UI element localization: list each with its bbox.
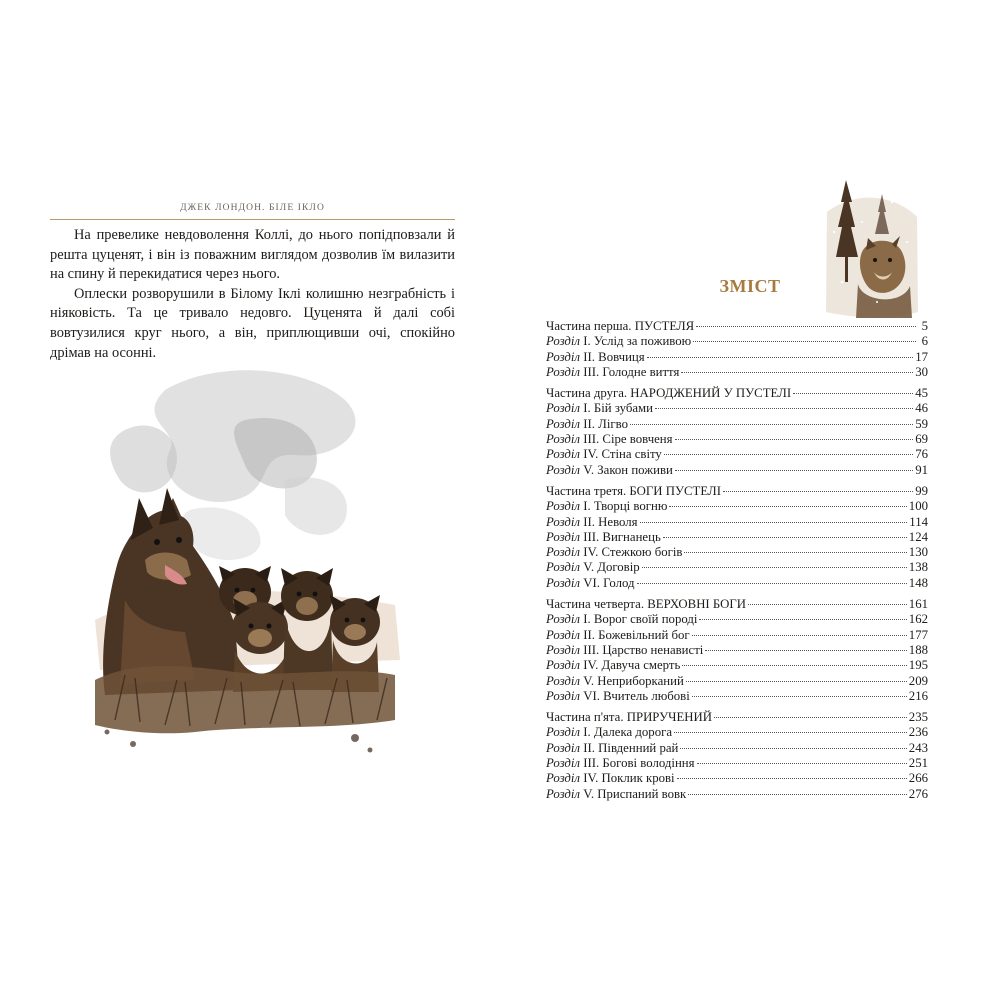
toc-chapter-prefix: Розділ: [546, 612, 581, 627]
toc-entry-title: V. Закон поживи: [583, 462, 673, 477]
toc-entry-title: VI. Голод: [583, 575, 635, 590]
toc-entry-title: III. Богові володіння: [583, 756, 695, 771]
toc-page-number: 124: [908, 529, 928, 544]
toc-chapter-prefix: Розділ: [546, 401, 581, 416]
toc-entry-title: III. Голодне виття: [583, 364, 680, 379]
toc-part-row: [546, 484, 928, 499]
toc-dot-leader: [664, 454, 913, 455]
toc-page-number: 251: [908, 756, 928, 771]
toc-part-row: [546, 319, 928, 334]
toc-entry-title: I. Ворог своїй породі: [583, 612, 698, 627]
toc-page-number: 91: [915, 462, 928, 477]
toc-page-number: 236: [908, 725, 928, 740]
toc-page-number: 148: [908, 575, 928, 590]
toc-dot-leader: [655, 408, 913, 409]
toc-chapter-row: [546, 771, 928, 786]
toc-chapter-prefix: Розділ: [546, 499, 581, 514]
toc-part-row: [546, 386, 928, 401]
toc-dot-leader: [692, 696, 907, 697]
toc-entry-title: Частина друга. НАРОДЖЕНИЙ У ПУСТЕЛІ: [546, 386, 792, 401]
toc-entry-title: II. Південний рай: [583, 740, 679, 755]
body-text: [50, 226, 455, 363]
toc-chapter-row: [546, 365, 928, 380]
toc-chapter-row: [546, 643, 928, 658]
toc-entry-title: III. Царство ненависті: [583, 642, 704, 657]
toc-page-number: 195: [908, 658, 928, 673]
toc-chapter-row: [546, 334, 928, 349]
toc-chapter-prefix: Розділ: [546, 560, 581, 575]
toc-chapter-row: [546, 432, 928, 447]
toc-chapter-row: [546, 530, 928, 545]
toc-dot-leader: [681, 372, 913, 373]
toc-chapter-prefix: Розділ: [546, 334, 581, 349]
toc-chapter-prefix: Розділ: [546, 447, 581, 462]
toc-dot-leader: [680, 748, 906, 749]
toc-chapter-prefix: Розділ: [546, 642, 581, 657]
toc-dot-leader: [723, 491, 913, 492]
toc-dot-leader: [674, 732, 907, 733]
toc-chapter-prefix: Розділ: [546, 514, 581, 529]
toc-chapter-prefix: Розділ: [546, 416, 581, 431]
toc-chapter-row: [546, 447, 928, 462]
paragraph: На превелике невдоволення Коллі, до нього попідповзали й решта цуценят, і він із поважним виглядом дозволив їм вилазити на спину й перекидатися через нього.: [50, 227, 455, 283]
toc-part-row: [546, 710, 928, 725]
toc-chapter-row: [546, 560, 928, 575]
header-rule: [50, 219, 455, 220]
toc-dot-leader: [705, 650, 906, 651]
toc-entry-title: Частина четверта. ВЕРХОВНІ БОГИ: [546, 597, 747, 612]
toc-page-number: 216: [908, 688, 928, 703]
paragraph: Оплески розворушили в Білому Іклі колишню незграбність і ніяковість. Та це тривало недовго. Цуценята й далі собі вовтузилися круг нього, а він, приплющивши очі, спокійно дрімав на осонні.: [50, 285, 455, 361]
toc-dot-leader: [693, 341, 916, 342]
toc-chapter-prefix: Розділ: [546, 462, 581, 477]
toc-dot-leader: [793, 393, 913, 394]
toc-chapter-row: [546, 515, 928, 530]
toc-dot-leader: [696, 326, 916, 327]
toc-title: ЗМІСТ: [719, 276, 781, 296]
toc-chapter-prefix: Розділ: [546, 575, 581, 590]
toc-entry-title: V. Договір: [583, 560, 640, 575]
toc-chapter-row: [546, 545, 928, 560]
toc-page-number: 5: [921, 319, 928, 333]
dog-with-puppies-illustration: [95, 360, 415, 760]
toc-page-number: 266: [908, 771, 928, 786]
toc-entry-title: II. Божевільний бог: [583, 627, 690, 642]
toc-page-number: 6: [921, 334, 928, 349]
toc-chapter-row: [546, 689, 928, 704]
toc-entry-title: Частина третя. БОГИ ПУСТЕЛІ: [546, 483, 721, 498]
toc-chapter-prefix: Розділ: [546, 725, 581, 740]
toc-page-number: 235: [908, 710, 928, 725]
toc-entry-title: III. Вигнанець: [583, 529, 661, 544]
toc-entry-title: Частина п'ята. ПРИРУЧЕНИЙ: [546, 710, 713, 725]
table-of-contents: [546, 319, 928, 802]
toc-page-number: 99: [915, 483, 928, 498]
toc-dot-leader: [748, 604, 907, 605]
toc-dot-leader: [699, 619, 906, 620]
toc-dot-leader: [630, 424, 913, 425]
toc-chapter-prefix: Розділ: [546, 786, 581, 801]
toc-entry-title: II. Вовчиця: [583, 349, 645, 364]
toc-dot-leader: [675, 470, 913, 471]
toc-entry-title: II. Лігво: [583, 416, 628, 431]
toc-page-number: 162: [908, 612, 928, 627]
toc-chapter-row: [546, 463, 928, 478]
toc-page-number: 100: [908, 499, 928, 514]
toc-page-number: 76: [915, 447, 928, 462]
toc-page-number: 114: [909, 514, 928, 529]
toc-dot-leader: [675, 439, 914, 440]
toc-dot-leader: [647, 357, 914, 358]
toc-chapter-prefix: Розділ: [546, 658, 581, 673]
toc-entry-title: IV. Давуча смерть: [583, 658, 681, 673]
toc-dot-leader: [669, 506, 906, 507]
toc-page-number: 46: [915, 401, 928, 416]
toc-part-row: [546, 597, 928, 612]
toc-chapter-row: [546, 658, 928, 673]
toc-page-number: 59: [915, 416, 928, 431]
toc-dot-leader: [692, 635, 907, 636]
toc-dot-leader: [682, 665, 906, 666]
toc-entry-title: IV. Поклик крові: [583, 771, 675, 786]
toc-chapter-row: [546, 674, 928, 689]
toc-chapter-row: [546, 350, 928, 365]
toc-dot-leader: [640, 522, 908, 523]
toc-entry-title: I. Бій зубами: [583, 401, 653, 416]
toc-page-number: 161: [908, 597, 928, 612]
toc-chapter-row: [546, 401, 928, 416]
toc-entry-title: Частина перша. ПУСТЕЛЯ: [546, 319, 695, 333]
toc-chapter-row: [546, 612, 928, 627]
toc-chapter-prefix: Розділ: [546, 740, 581, 755]
toc-chapter-prefix: Розділ: [546, 627, 581, 642]
toc-page-number: 30: [915, 364, 928, 379]
toc-chapter-row: [546, 756, 928, 771]
toc-page-number: 17: [915, 349, 928, 364]
toc-dot-leader: [637, 583, 907, 584]
toc-entry-title: II. Неволя: [583, 514, 638, 529]
toc-chapter-row: [546, 741, 928, 756]
toc-page-number: 276: [908, 786, 928, 801]
toc-dot-leader: [684, 552, 906, 553]
toc-chapter-row: [546, 628, 928, 643]
toc-chapter-prefix: Розділ: [546, 529, 581, 544]
toc-entry-title: V. Приспаний вовк: [583, 786, 687, 801]
toc-entry-title: V. Неприборканий: [583, 673, 684, 688]
toc-page-number: 188: [908, 642, 928, 657]
toc-chapter-prefix: Розділ: [546, 364, 581, 379]
toc-chapter-row: [546, 787, 928, 802]
toc-page-number: 130: [908, 545, 928, 560]
toc-page-number: 209: [908, 673, 928, 688]
toc-dot-leader: [677, 778, 907, 779]
toc-dot-leader: [697, 763, 907, 764]
toc-chapter-prefix: Розділ: [546, 756, 581, 771]
toc-entry-title: I. Творці вогню: [583, 499, 668, 514]
toc-chapter-row: [546, 576, 928, 591]
toc-chapter-row: [546, 499, 928, 514]
toc-entry-title: III. Сіре вовченя: [583, 432, 673, 447]
toc-page-number: 138: [908, 560, 928, 575]
toc-page-number: 243: [908, 740, 928, 755]
toc-dot-leader: [688, 794, 907, 795]
toc-page-number: 45: [915, 386, 928, 401]
toc-chapter-prefix: Розділ: [546, 432, 581, 447]
toc-dot-leader: [714, 717, 907, 718]
toc-dot-leader: [686, 681, 907, 682]
toc-dot-leader: [663, 537, 907, 538]
toc-entry-title: IV. Стіна світу: [583, 447, 662, 462]
right-page: [500, 0, 1000, 1000]
toc-entry-title: I. Далека дорога: [583, 725, 673, 740]
toc-entry-title: IV. Стежкою богів: [583, 545, 683, 560]
toc-chapter-prefix: Розділ: [546, 349, 581, 364]
toc-chapter-prefix: Розділ: [546, 673, 581, 688]
toc-chapter-prefix: Розділ: [546, 771, 581, 786]
toc-dot-leader: [642, 567, 907, 568]
toc-page-number: 69: [915, 432, 928, 447]
toc-chapter-prefix: Розділ: [546, 688, 581, 703]
toc-entry-title: I. Услід за поживою: [583, 334, 692, 349]
toc-chapter-row: [546, 417, 928, 432]
running-header: ДЖЕК ЛОНДОН. БІЛЕ ІКЛО: [180, 203, 325, 213]
cougar-in-forest-illustration: [822, 172, 920, 320]
toc-chapter-prefix: Розділ: [546, 545, 581, 560]
toc-chapter-row: [546, 725, 928, 740]
toc-page-number: 177: [908, 627, 928, 642]
toc-entry-title: VI. Вчитель любові: [583, 688, 690, 703]
